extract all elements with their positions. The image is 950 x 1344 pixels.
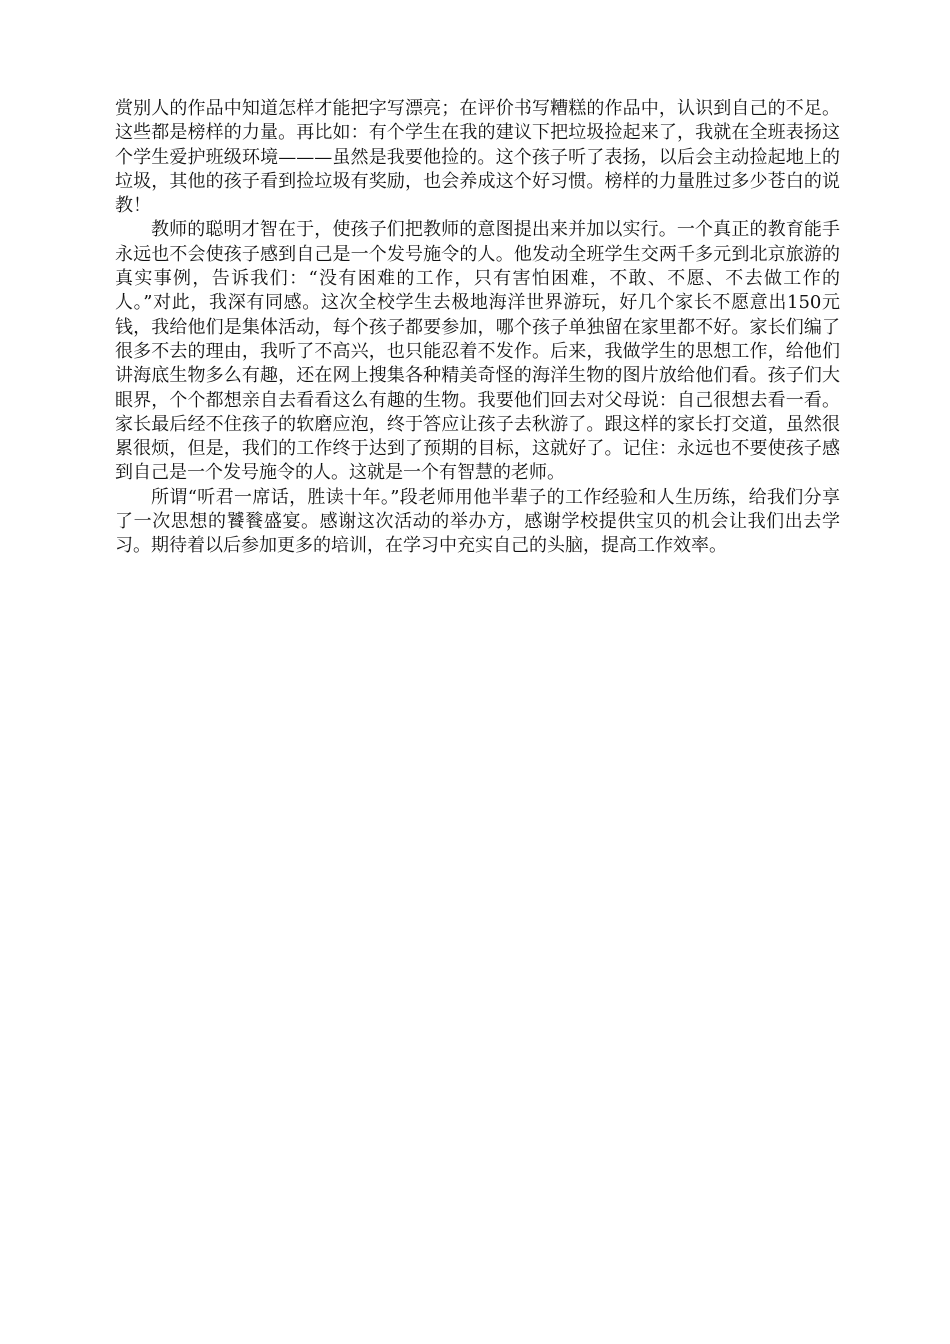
paragraph-continuation: 赏别人的作品中知道怎样才能把字写漂亮；在评价书写糟糕的作品中，认识到自己的不足。这些都是榜样的力量。再比如：有个学生在我的建议下把垃圾捡起来了，我就在全班表扬这个学生爱护班级环境———虽然是我要他捡的。这个孩子听了表扬，以后会主动捡起地上的垃圾，其他的孩子看到捡垃圾有奖励，也会养成这个好习惯。榜样的力量胜过多少苍白的说教！ xyxy=(115,98,840,217)
paragraph-conclusion: 所谓“听君一席话，胜读十年。”段老师用他半辈子的工作经验和人生历练，给我们分享了一次思想的饕餮盛宴。感谢这次活动的举办方，感谢学校提供宝贝的机会让我们出去学习。期待着以后参加更多的培训，在学习中充实自己的头脑，提高工作效率。 xyxy=(115,486,840,557)
document-body xyxy=(115,97,840,559)
paragraph-teacher-wisdom: 教师的聪明才智在于，使孩子们把教师的意图提出来并加以实行。一个真正的教育能手永远也不会使孩子感到自己是一个发号施令的人。他发动全班学生交两千多元到北京旅游的真实事例，告诉我们：“没有困难的工作，只有害怕困难，不敢、不愿、不去做工作的人。”对此，我深有同感。这次全校学生去极地海洋世界游玩，好几个家长不愿意出150元钱，我给他们是集体活动，每个孩子都要参加，哪个孩子单独留在家里都不好。家长们编了很多不去的理由，我听了不高兴，也只能忍着不发作。后来，我做学生的思想工作，给他们讲海底生物多么有趣，还在网上搜集各种精美奇怪的海洋生物的图片放给他们看。孩子们大眼界，个个都想亲自去看看这么有趣的生物。我要他们回去对父母说：自己很想去看一看。家长最后经不住孩子的软磨应泡，终于答应让孩子去秋游了。跟这样的家长打交道，虽然很累很烦，但是，我们的工作终于达到了预期的目标，这就好了。记住：永远也不要使孩子感到自己是一个发号施令的人。这就是一个有智慧的老师。 xyxy=(115,219,840,484)
